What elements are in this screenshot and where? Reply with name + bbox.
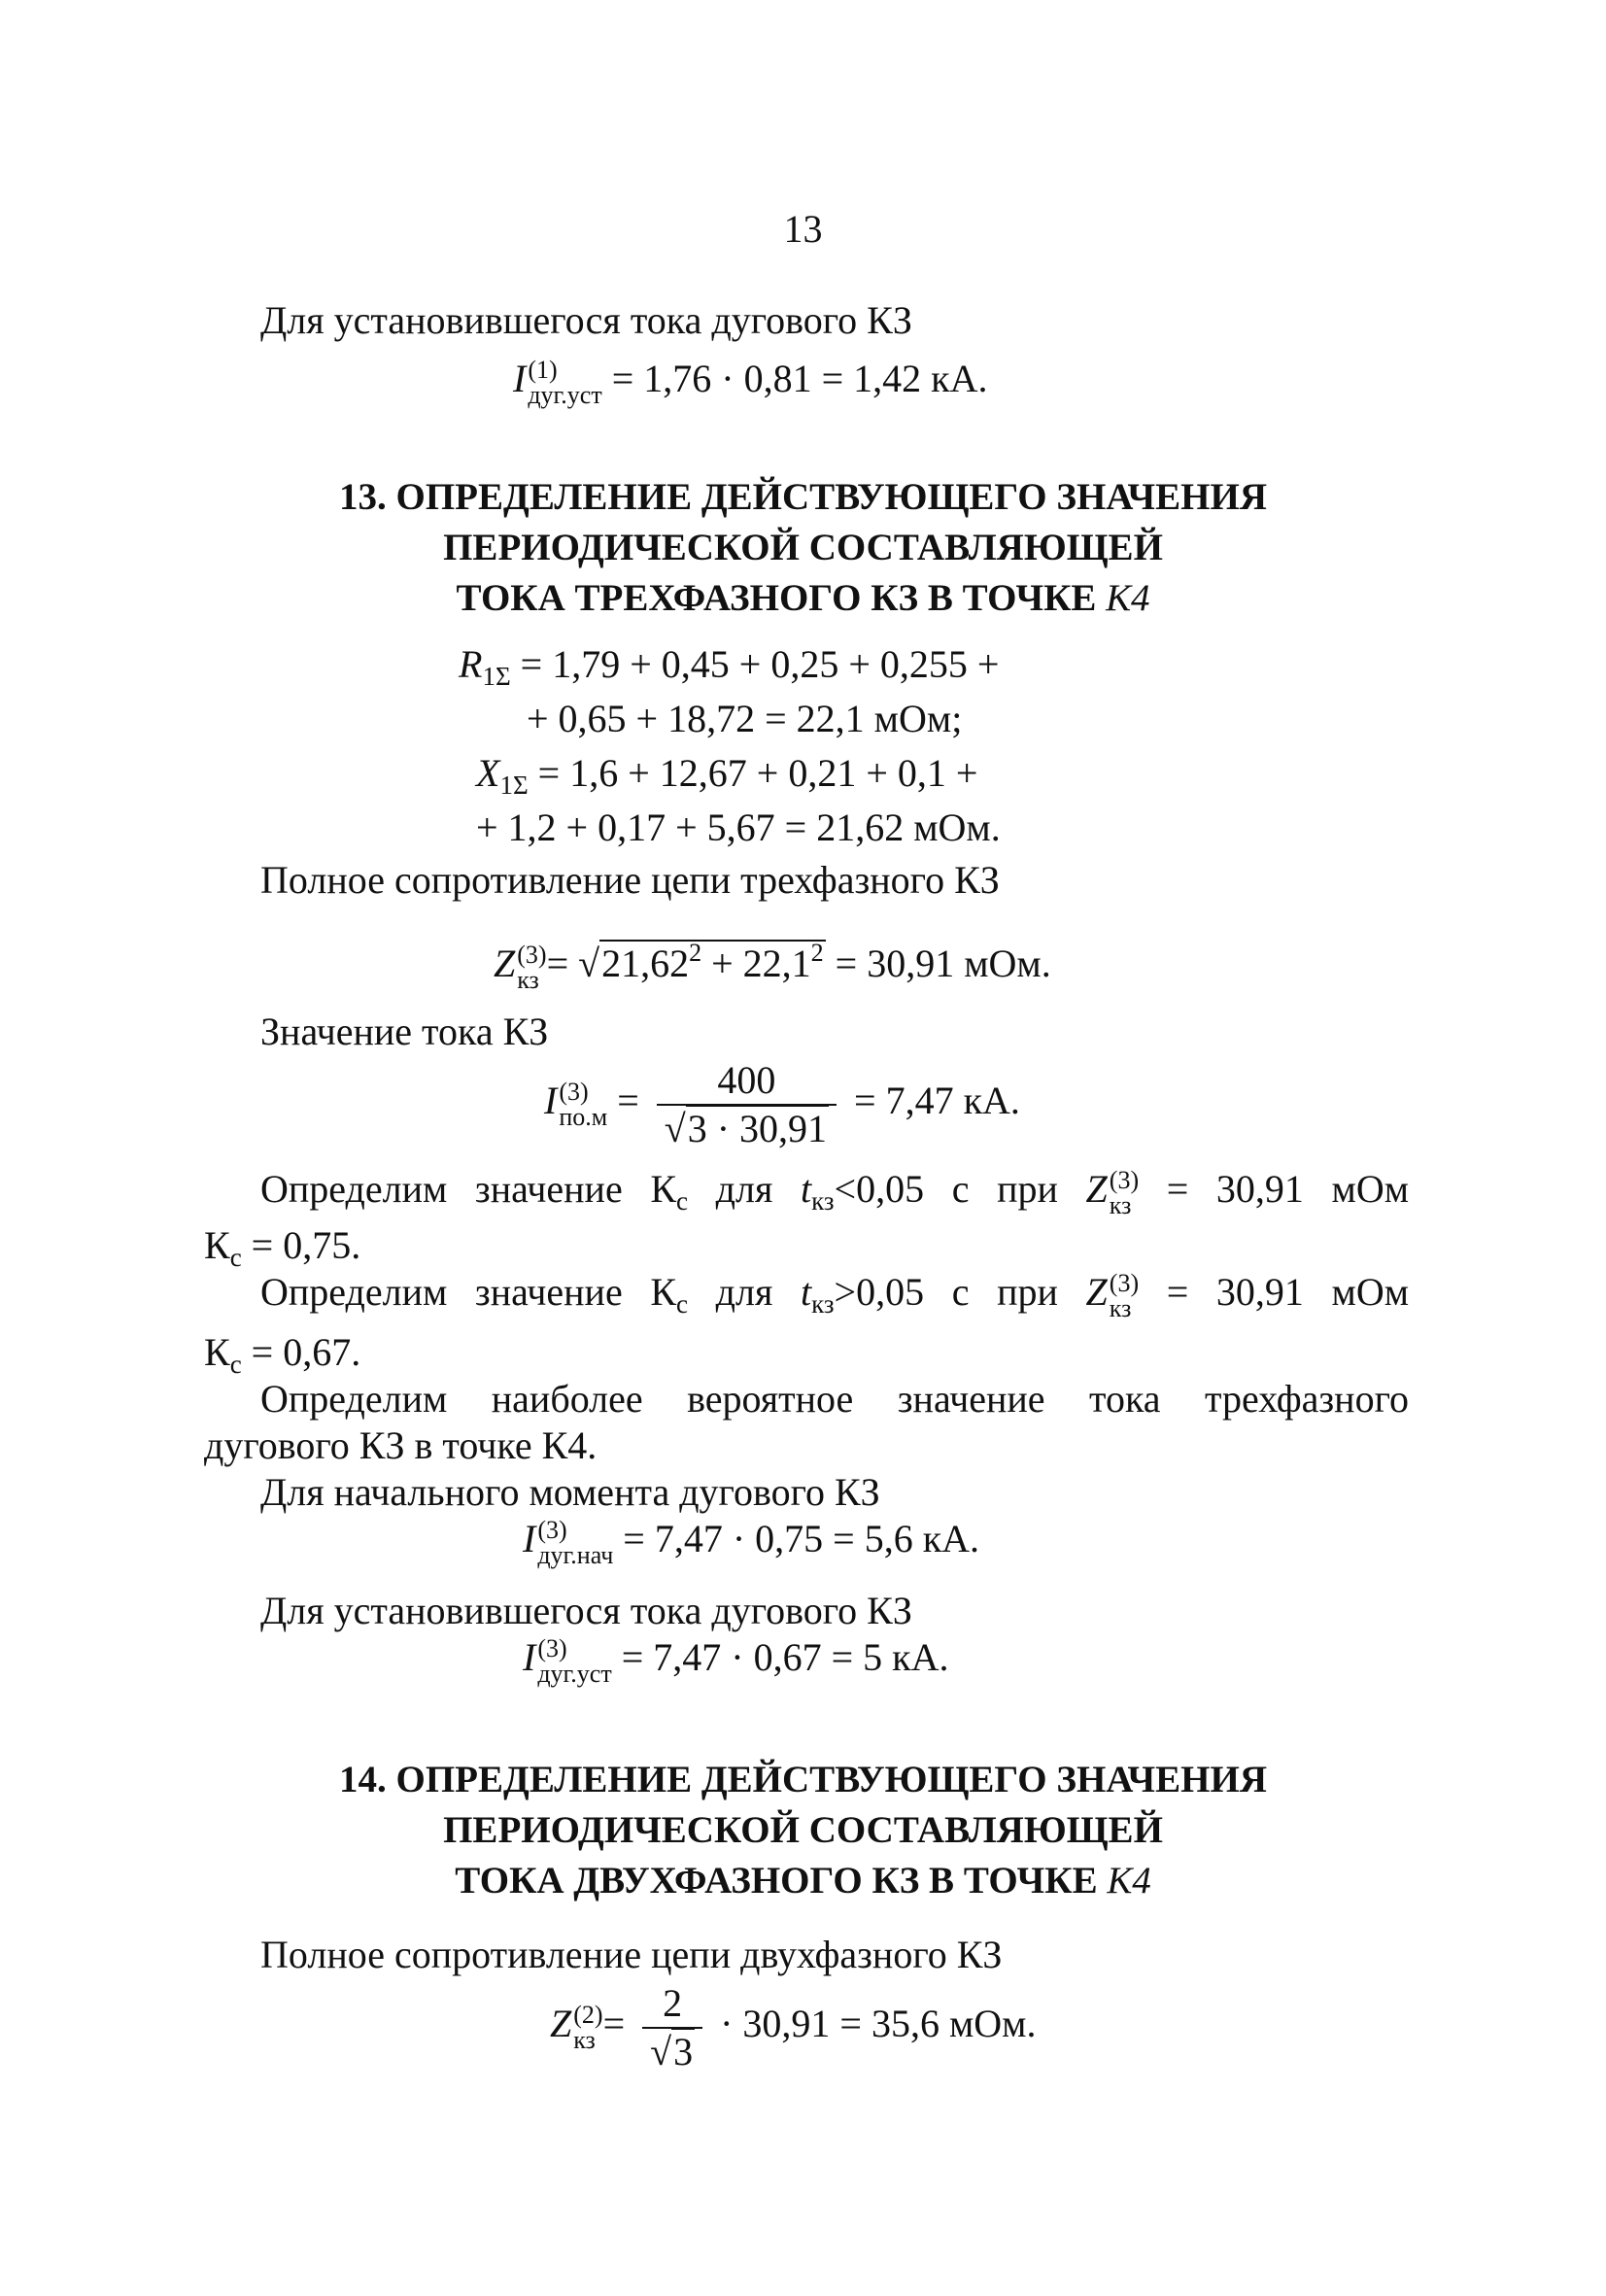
intro-text: Для установившегося тока дугового КЗ xyxy=(260,298,912,342)
initial-moment-text: Для начального момента дугового КЗ xyxy=(260,1470,880,1514)
kc-result-1: $К_с = 0,75$. xyxy=(204,1223,361,1272)
equation-x-sum-line1: $X_{1\Sigma} = 1,6 + 12,67 + 0,21 + 0,1$ + xyxy=(476,751,978,800)
equation-r-sum-line1: $R_{1\Sigma} = 1,79 + 0,45 + 0,25 + 0,255$ + xyxy=(459,642,1000,691)
full-resistance-2ph-text: Полное сопротивление цепи двухфазного КЗ xyxy=(260,1933,1003,1976)
full-resistance-3ph-text: Полное сопротивление цепи трехфазного КЗ xyxy=(260,858,1000,902)
current-value-text: Значение тока КЗ xyxy=(260,1010,549,1053)
section13-heading-line2: ПЕРИОДИЧЕСКОЙ СОСТАВЛЯЮЩЕЙ xyxy=(443,527,1163,568)
equation-i3-pom: I (3) по.м = $\frac{400}{√3 \cdot 30,91}$ = 7,47 кА. xyxy=(544,1058,1020,1150)
kc-definition-1: Определим значение $К_с$ для $t_{кз}<0,05$ с при Z (3) кз = 30,91 мОм xyxy=(260,1165,1410,1219)
equation-i1-steady: I (1) дуг.уст = 1,76 · 0,81 = 1,42 кА. xyxy=(513,355,988,409)
steady-current-text: Для установившегося тока дугового КЗ xyxy=(260,1589,912,1632)
probable-value-line1: Определим наиболее вероятное значение тока трехфазного xyxy=(260,1377,1409,1421)
equation-i3-steady: I (3) дуг.уст = 7,47 · 0,67 = 5 кА. xyxy=(523,1633,949,1688)
equation-x-sum-line2: + 1,2 + 0,17 + 5,67 = 21,62 мОм. xyxy=(476,805,1001,849)
equation-r-sum-line2: + 0,65 + 18,72 = 22,1 мОм; xyxy=(527,697,963,740)
probable-value-line2: дугового КЗ в точке К4. xyxy=(204,1423,598,1467)
sqrt-expression: √21,62$^2$ + 22,1$^2$ xyxy=(578,939,824,985)
page-number: 13 xyxy=(783,207,823,251)
section13-heading-line1: 13. ОПРЕДЕЛЕНИЕ ДЕЙСТВУЮЩЕГО ЗНАЧЕНИЯ xyxy=(339,476,1267,518)
fraction: $\frac{400}{√3 \cdot 30,91}$ xyxy=(657,1059,837,1150)
section14-heading-line3: ТОКА ДВУХФАЗНОГО КЗ В ТОЧКЕ К4 xyxy=(455,1860,1151,1902)
fraction: $\frac{2}{√3}$ xyxy=(642,1982,702,2073)
section14-heading-line2: ПЕРИОДИЧЕСКОЙ СОСТАВЛЯЮЩЕЙ xyxy=(443,1809,1163,1851)
equation-i3-start: I (3) дуг.нач = 7,47 · 0,75 = 5,6 кА. xyxy=(523,1515,980,1569)
kc-definition-2: Определим значение $К_с$ для $t_{кз}>0,05$ с при Z (3) кз = 30,91 мОм xyxy=(260,1268,1410,1322)
kc-result-2: $К_с = 0,67$. xyxy=(204,1330,361,1379)
equation-z3: Z (3) кз = √21,62$^2$ + 22,1$^2$ = 30,91 мОм. xyxy=(494,939,1051,994)
section14-heading-line1: 14. ОПРЕДЕЛЕНИЕ ДЕЙСТВУЮЩЕГО ЗНАЧЕНИЯ xyxy=(339,1759,1267,1800)
section13-heading-line3: ТОКА ТРЕХФАЗНОГО КЗ В ТОЧКЕ К4 xyxy=(456,577,1150,619)
symbol-i: I xyxy=(513,357,527,400)
equation-z2: Z (2) кз = $\frac{2}{√3}$ · 30,91 = 35,6 мОм. xyxy=(550,1981,1037,2073)
